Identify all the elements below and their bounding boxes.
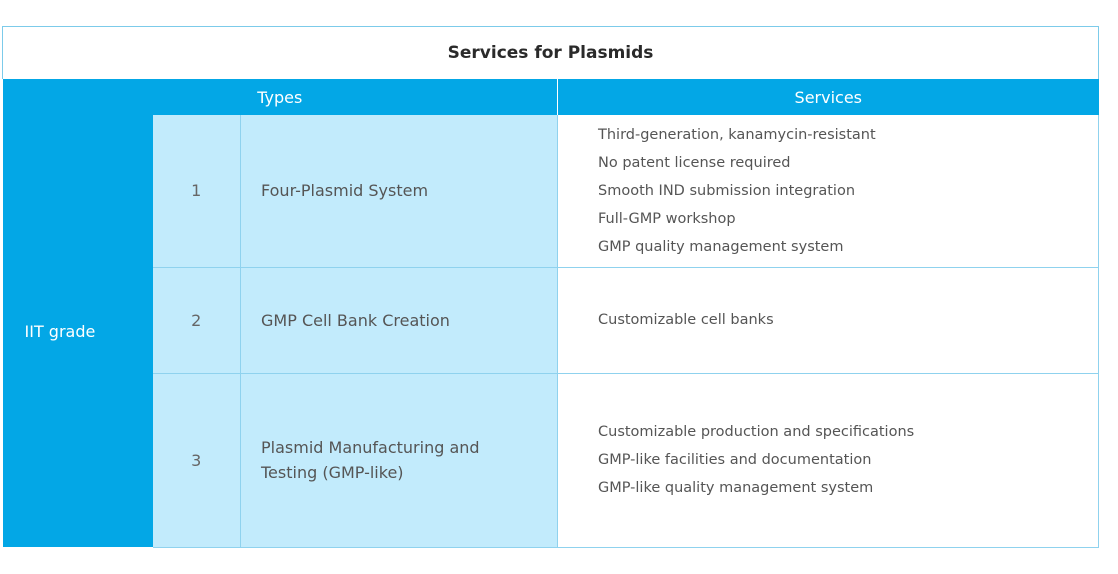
table-row: [3, 267, 1099, 373]
grade-cell: IIT grade: [3, 115, 153, 547]
services-table: [2, 26, 1099, 548]
row-number: 2: [153, 267, 241, 373]
service-item: Full-GMP workshop: [598, 210, 736, 227]
row-number: 3: [153, 373, 241, 547]
services-cell: [558, 373, 1099, 547]
table-title: Services for Plasmids: [3, 27, 1099, 80]
service-type: Four-Plasmid System: [241, 115, 558, 267]
service-item: Third-generation, kanamycin-resistant: [598, 126, 876, 143]
service-type: Plasmid Manufacturing and Testing (GMP-like): [241, 373, 558, 547]
service-item: GMP-like facilities and documentation: [598, 452, 872, 468]
header-services: Services: [558, 79, 1099, 115]
service-item: Customizable cell banks: [598, 312, 774, 328]
service-item: No patent license required: [598, 154, 791, 171]
row-number: 1: [153, 115, 241, 267]
service-item: GMP quality management system: [598, 238, 844, 255]
service-item: Customizable production and specifications: [598, 424, 915, 440]
services-list: [598, 121, 1098, 261]
services-cell: [558, 267, 1099, 373]
table-row: [3, 115, 1099, 267]
service-item: GMP-like quality management system: [598, 480, 874, 496]
table-row: [3, 373, 1099, 547]
service-type: GMP Cell Bank Creation: [241, 267, 558, 373]
header-types: Types: [3, 79, 558, 115]
service-item: Smooth IND submission integration: [598, 182, 856, 199]
services-list: [598, 306, 1098, 334]
services-cell: [558, 115, 1099, 267]
services-table-container: [2, 26, 1098, 548]
services-list: [598, 418, 1098, 502]
